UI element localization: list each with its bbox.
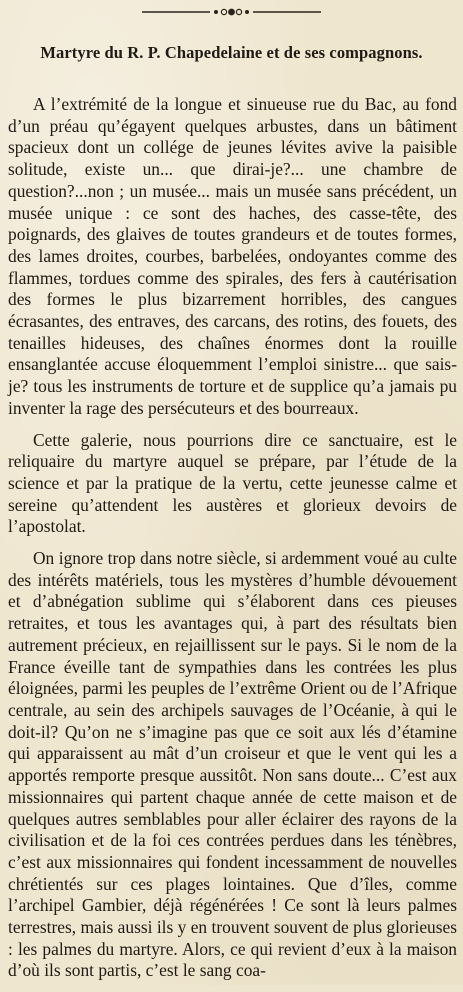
article-body	[8, 94, 457, 992]
paragraph: On ignore trop dans notre siècle, si ardemment voué au culte des intérêts matériels, tous les mystères d’humble dévouement et d’abnégation sublime qui s’élaborent dans ces pieuses retraites, et tous les avantages qui, à part des résultats bien autrement précieux, en rejaillissent sur le pays. Si le nom de la France éveille tant de sympathies dans les contrées les plus éloignées, parmi les peuples de l’extrême Orient ou de l’Afrique centrale, au sein des archipels sauvages de l’Océanie, à qui le doit-il? Qu’on ne s’imagine pas que ce soit aux lés d’étamine qui apparaissent au mât d’un croiseur et que le vent qui les a apportés remporte presque aussitôt. Non sans doute... C’est aux missionnaires qui partent chaque année de cette maison et de quelques autres semblables pour aller éclairer des rayons de la civilisation et de la foi ces contrées perdues dans les ténèbres, c’est aux missionnaires qui fondent incessamment de nouvelles chrétientés sur ces plages lointaines. Que d’îles, comme l’archipel Gambier, déjà régénérées ! Ce sont là leurs palmes terrestres, mais aussi ils y en trouvent souvent de plus glorieuses : les palmes du martyre. Alors, ce qui revient d’eux à la maison d’où ils sont partis, c’est le sang coa-	[8, 548, 457, 981]
article-title: Martyre du R. P. Chapedelaine et de ses compagnons.	[40, 43, 423, 62]
ornamental-rule-icon	[140, 4, 323, 20]
paragraph: Cette galerie, nous pourrions dire ce sanctuaire, est le reliquaire du martyre auquel se prépare, par l’étude de la science et par la pratique de la vertu, cette jeunesse calme et sereine qu’attendent les austères et glorieux devoirs de l’apostolat.	[8, 429, 457, 537]
paragraph: A l’extrémité de la longue et sinueuse rue du Bac, au fond d’un préau qu’égayent quelques arbustes, dans un bâtiment spacieux dont un collége de jeunes lévites avive la paisible solitude, existe un... que dirai-je?... une chambre de question?...non ; un musée... mais un musée sans précédent, un musée unique : ce sont des haches, des casse-tête, des poignards, des glaives de toutes grandeurs et de toutes formes, des lames droites, courbes, barbelées, ondoyantes comme des flammes, tordues comme des spirales, des fers à cautérisation des formes le plus bizarrement horribles, des cangues écrasantes, des entraves, des carcans, des rotins, des fouets, des tenailles hideuses, des chaînes énormes dont la rouille ensanglantée accuse éloquemment l’emploi sinistre... que sais-je? tous les instruments de torture et de supplice qu’a jamais pu inventer la rage des persécuteurs et des bourreaux.	[8, 94, 457, 418]
